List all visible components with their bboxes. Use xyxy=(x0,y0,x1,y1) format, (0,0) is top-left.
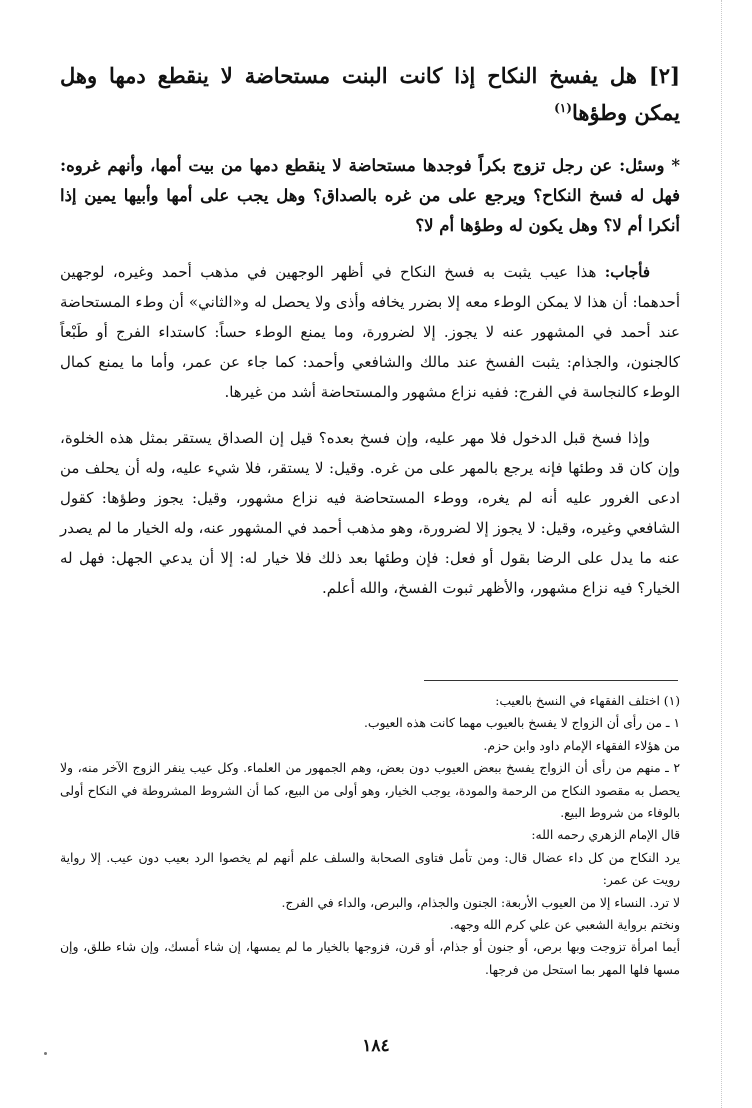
footnote-line: لا ترد. النساء إلا من العيوب الأربعة: الجنون والجذام، والبرص، والداء في الفرج. xyxy=(281,895,680,910)
footnote-line: يرد النكاح من كل داء عضال قال: ومن تأمل فتاوى الصحابة والسلف علم أنهم لم يخصوا الرد بعيب دون عيب. إلا رواية رويت عن عمر: xyxy=(60,850,680,888)
footnote-line: ٢ ـ منهم من رأى أن الزواج يفسخ ببعض العيوب دون بعض، وهم الجمهور من العلماء. وكل عيب ينفر الزوج الآخر منه، ولا يحصل به مقصود النكاح من الرحمة والمودة، يوجب الخيار، وهو أولى من البيع، كما أن الشروط المشروطة في النكاح أولى بالوفاء من شروط البيع. xyxy=(60,761,680,821)
footnote-line: (١) اختلف الفقهاء في النسخ بالعيب: xyxy=(495,694,680,708)
scan-speck xyxy=(44,1052,47,1055)
main-content xyxy=(60,60,680,619)
answer-paragraph-2: وإذا فسخ قبل الدخول فلا مهر عليه، وإن فسخ بعده؟ قيل إن الصداق يستقر بمثل هذه الخلوة، وإن كان قد وطئها فإنه يرجع بالمهر على من غره. وقيل: لا يستقر، فلا شيء عليه، وله أن يحلف من ادعى الغرور عليه أنه لم يغره، ووطء المستحاضة فيه نزاع مشهور، وقيل: يجوز وطؤها: كقول الشافعي وغيره، وقيل: لا يجوز إلا لضرورة، وهو مذهب أحمد في المشهور عنه، وله الخيار ما لم يصدر عنه ما يدل على الرضا بقول أو فعل: فإن وطئها بعد ذلك فلا خيار له: إلا أن يدعي الجهل: فهل له الخيار؟ فيه نزاع مشهور، والأظهر ثبوت الفسخ، والله أعلم. xyxy=(60,429,680,597)
footnote-line: قال الإمام الزهري رحمه الله: xyxy=(531,828,680,843)
answer-lead: فأجاب: xyxy=(604,263,650,281)
footnotes xyxy=(60,690,680,981)
answer-paragraph-1 xyxy=(60,257,680,407)
section-title xyxy=(60,60,680,129)
page-number: ١٨٤ xyxy=(362,1036,390,1056)
footnote-marker: (١) xyxy=(554,101,572,115)
section-title-text: [٢] هل يفسخ النكاح إذا كانت البنت مستحاضة لا ينقطع دمها وهل يمكن وطؤها xyxy=(60,63,681,125)
footnote-line: من هؤلاء الفقهاء الإمام داود وابن حزم. xyxy=(483,738,680,753)
footnote-line: ونختم برواية الشعبي عن علي كرم الله وجهه. xyxy=(449,918,680,933)
question-paragraph: * وسئل: عن رجل تزوج بكراً فوجدها مستحاضة لا ينقطع دمها من بيت أمها، وأنهم غروه: فهل له فسخ النكاح؟ ويرجع على من غره بالصداق؟ وهل يجب على أمها وأبيها يمين إذا أنكرا أم لا؟ وهل يكون له وطؤها أم لا؟ xyxy=(60,156,680,235)
answer-text-1: هذا عيب يثبت به فسخ النكاح في أظهر الوجهين في مذهب أحمد وغيره، لوجهين أحدهما: أن هذا لا يمكن الوطء معه إلا بضرر يخافه وأذى ولا يحصل له و«الثاني» أن وطء المستحاضة عند أحمد في المشهور عنه لا يجوز. إلا لضرورة، وما يمنع الوطء حساً: كاستداء الفرج أو طَبْعاً كالجنون، والجذام: يثبت الفسخ عند مالك والشافعي وأحمد: كما جاء عن عمر، وأما ما يمنع كمال الوطء كالنجاسة في الفرج: ففيه نزاع مشهور والمستحاضة أشد من غيرها. xyxy=(60,263,680,401)
footnote-line: ١ ـ من رأى أن الزواج لا يفسخ بالعيوب مهما كانت هذه العيوب. xyxy=(363,716,680,731)
footnote-line: أيما امرأة تزوجت وبها برص، أو جنون أو جذام، أو قرن، فزوجها بالخيار ما لم يمسها، إن شاء أمسك، وإن شاء طلق، وإن مسها فلها المهر بما استحل من فرجها. xyxy=(60,940,680,977)
page-edge-rule xyxy=(720,0,722,1108)
footnote-separator xyxy=(424,680,678,681)
